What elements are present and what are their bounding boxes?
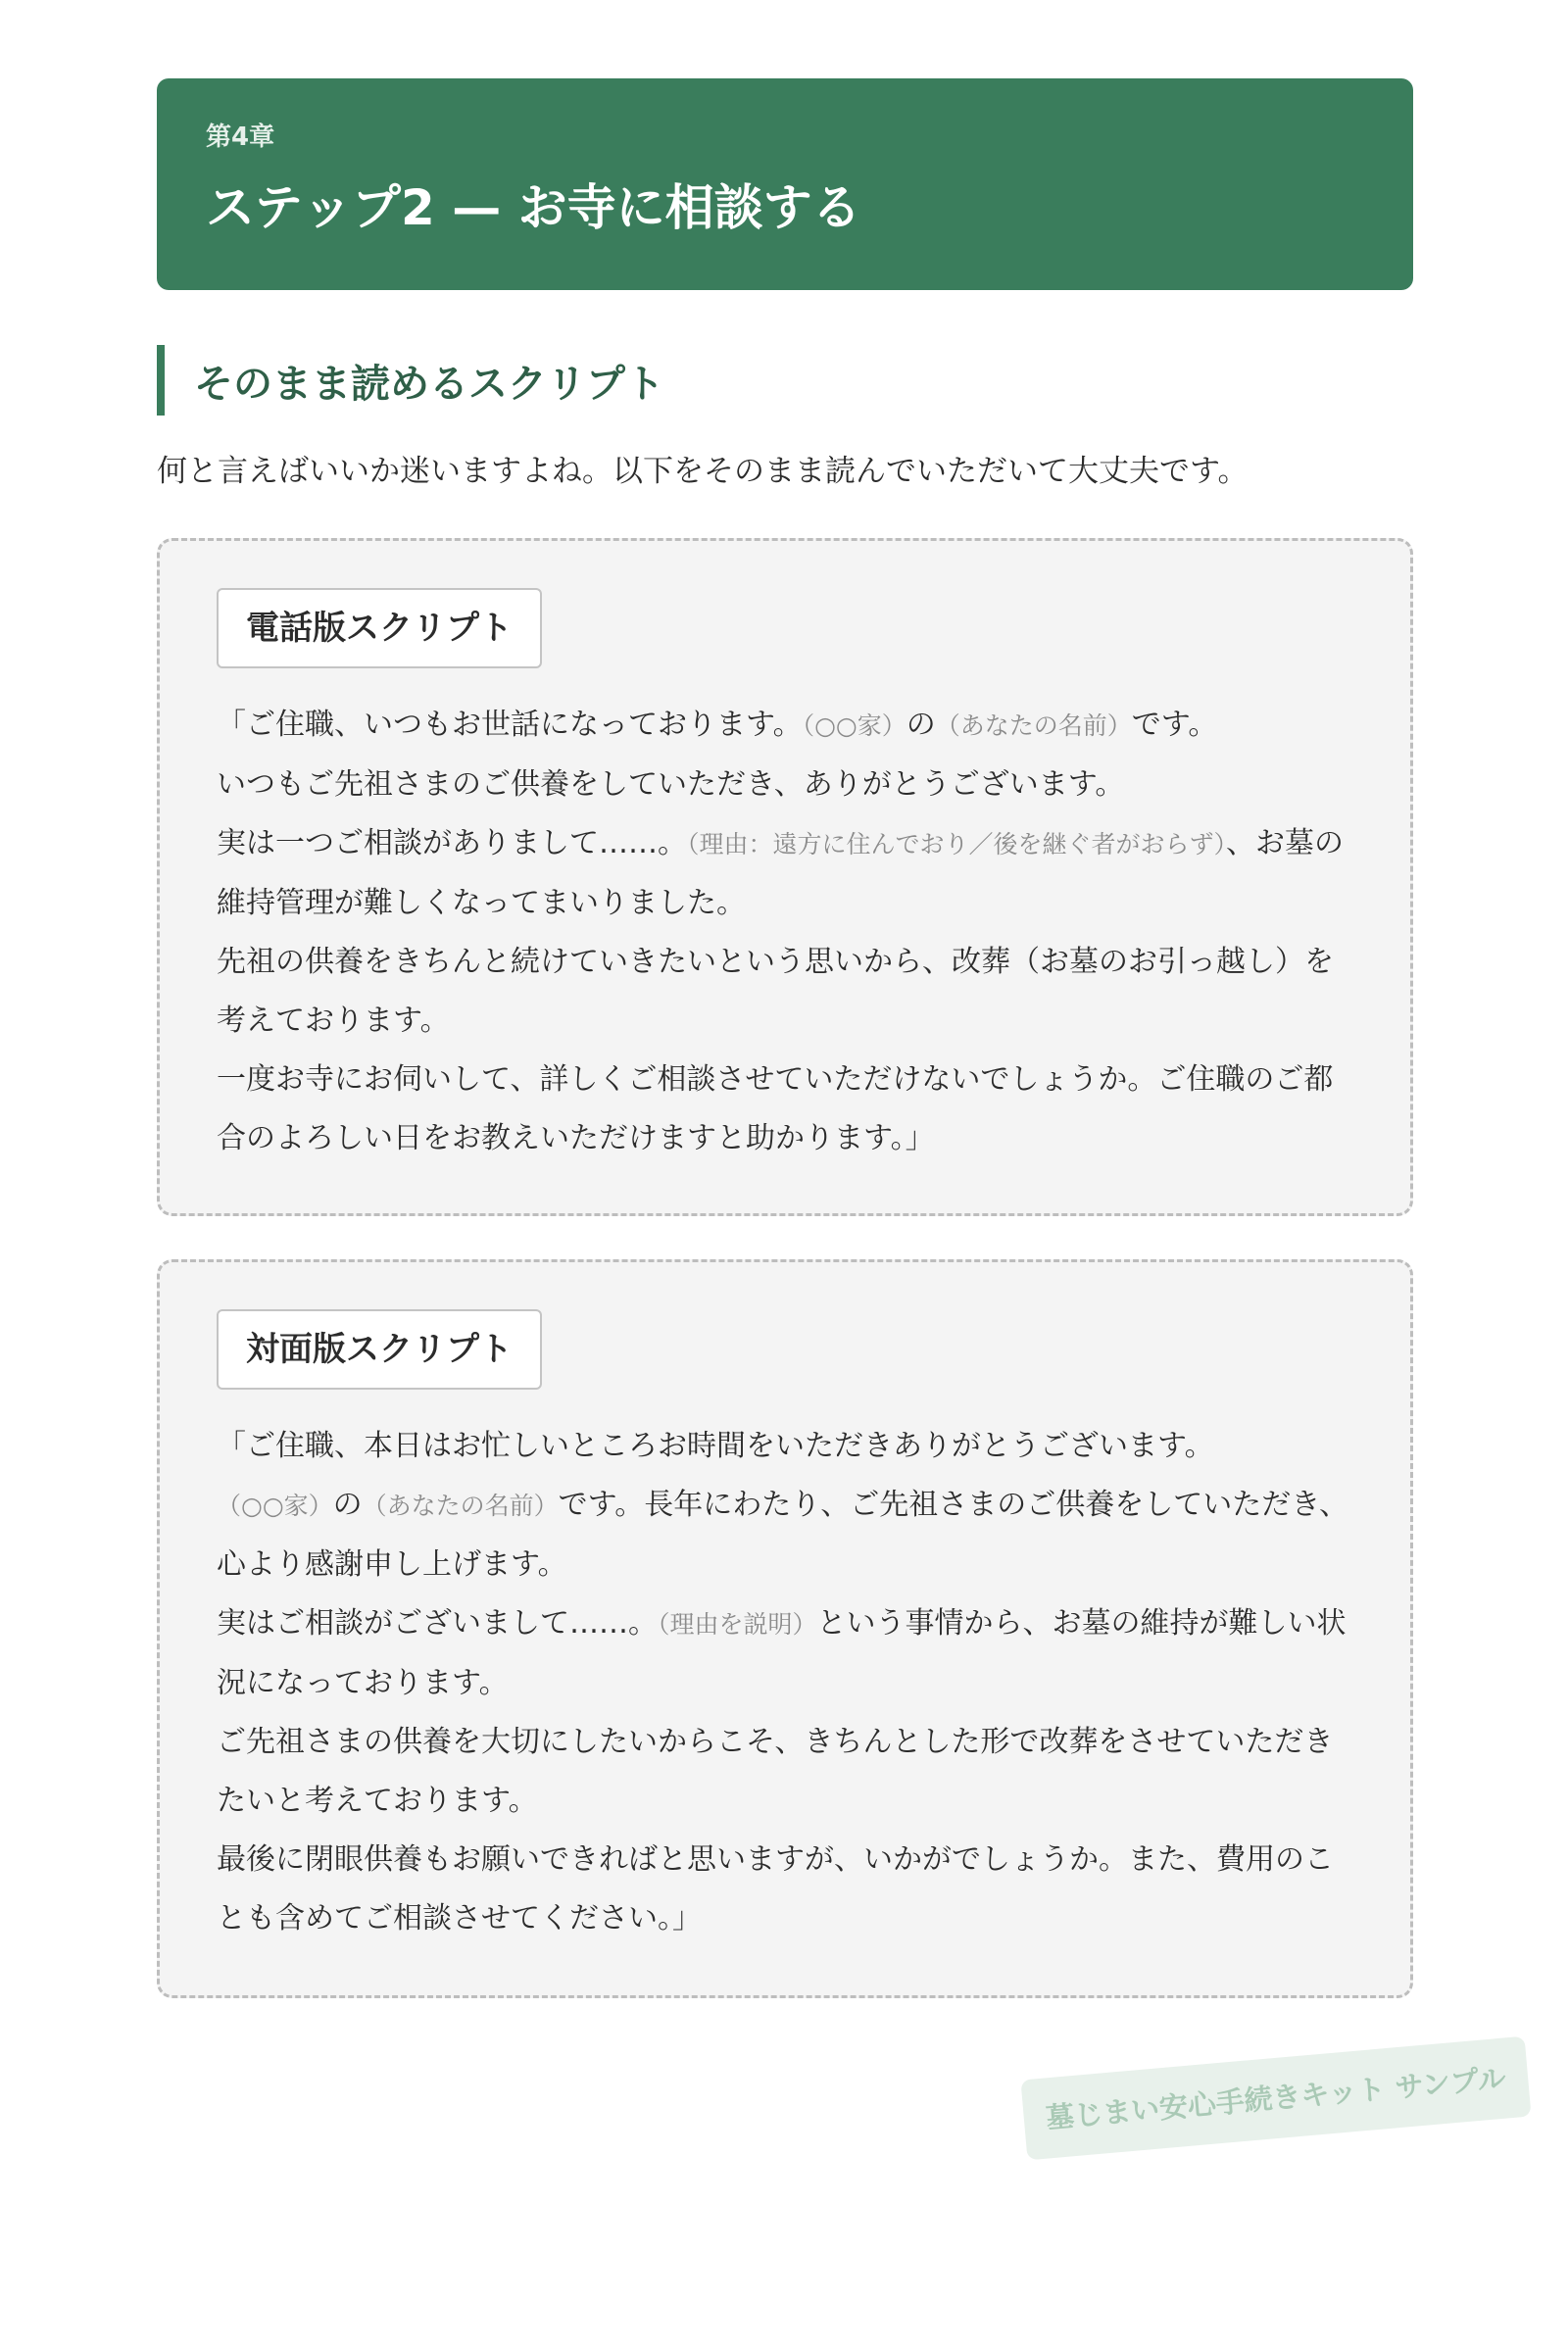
- section-heading: そのまま読めるスクリプト: [157, 345, 1413, 416]
- section-intro: 何と言えばいいか迷いますよね。以下をそのまま読んでいただいて大丈夫です。: [157, 454, 1249, 490]
- sample-watermark: 墓じまい安心手続きキット サンプル: [1020, 2036, 1531, 2161]
- placeholder-name: （あなたの名前）: [362, 1492, 559, 1521]
- script-line: 一度お寺にお伺いして、詳しくご相談させていただけないでしょうか。ご住職のご都合のよろしい日をお教えいただけますと助かります。」: [217, 1062, 1334, 1156]
- placeholder-reason: （理由を説明）: [658, 1610, 817, 1640]
- chapter-title: ステップ2 — お寺に相談する: [206, 179, 861, 236]
- script-line: ご先祖さまの供養を大切にしたいからこそ、きちんとした形で改葬をさせていただきたいと考えております。: [217, 1725, 1334, 1819]
- chapter-label: 第4章: [206, 122, 275, 152]
- phone-script-box: [157, 538, 1413, 1216]
- script-line: いつもご先祖さまのご供養をしていただき、ありがとうございます。: [217, 767, 1125, 803]
- placeholder-family: （○○家）: [217, 1492, 333, 1521]
- face-script-box: [157, 1259, 1413, 1998]
- script-text: 実は一つご相談がありまして……。: [217, 826, 687, 861]
- script-line: 最後に閉眼供養もお願いできればと思いますが、いかがでしょうか。また、費用のことも含めてご相談させてください。」: [217, 1842, 1334, 1936]
- script-text: 「ご住職、いつもお世話になっております。: [217, 708, 803, 743]
- script-line: [217, 1594, 1355, 1713]
- script-line: 「ご住職、本日はお忙しいところお時間をいただきありがとうございます。: [217, 1429, 1214, 1464]
- script-text: の: [906, 708, 936, 743]
- script-line: [217, 1476, 1355, 1594]
- face-script-label: 対面版スクリプト: [217, 1309, 542, 1390]
- face-script-body: [217, 1417, 1355, 1948]
- script-text: です。長年にわたり、ご先祖さまのご供養をしていただき、心より感謝申し上げます。: [217, 1488, 1349, 1583]
- script-text: という事情から、お墓の維持が難しい状況になっております。: [217, 1606, 1347, 1701]
- placeholder-reason: （理由：遠方に住んでおり／後を継ぐ者がおらず）: [687, 830, 1227, 859]
- script-line: [217, 696, 1355, 756]
- page-content: [157, 78, 1413, 1998]
- chapter-header: [157, 78, 1413, 290]
- script-line: 先祖の供養をきちんと続けていきたいという思いから、改葬（お墓のお引っ越し）を考えております。: [217, 945, 1334, 1039]
- script-text: です。: [1131, 708, 1218, 743]
- script-line: [217, 814, 1355, 933]
- placeholder-name: （あなたの名前）: [935, 711, 1132, 741]
- phone-script-label: 電話版スクリプト: [217, 588, 542, 668]
- phone-script-body: [217, 696, 1355, 1168]
- script-text: 、お墓の維持管理が難しくなってまいりました。: [217, 826, 1345, 921]
- placeholder-family: （○○家）: [802, 711, 906, 741]
- script-text: の: [332, 1488, 363, 1523]
- script-text: 実はご相談がございまして……。: [217, 1606, 658, 1642]
